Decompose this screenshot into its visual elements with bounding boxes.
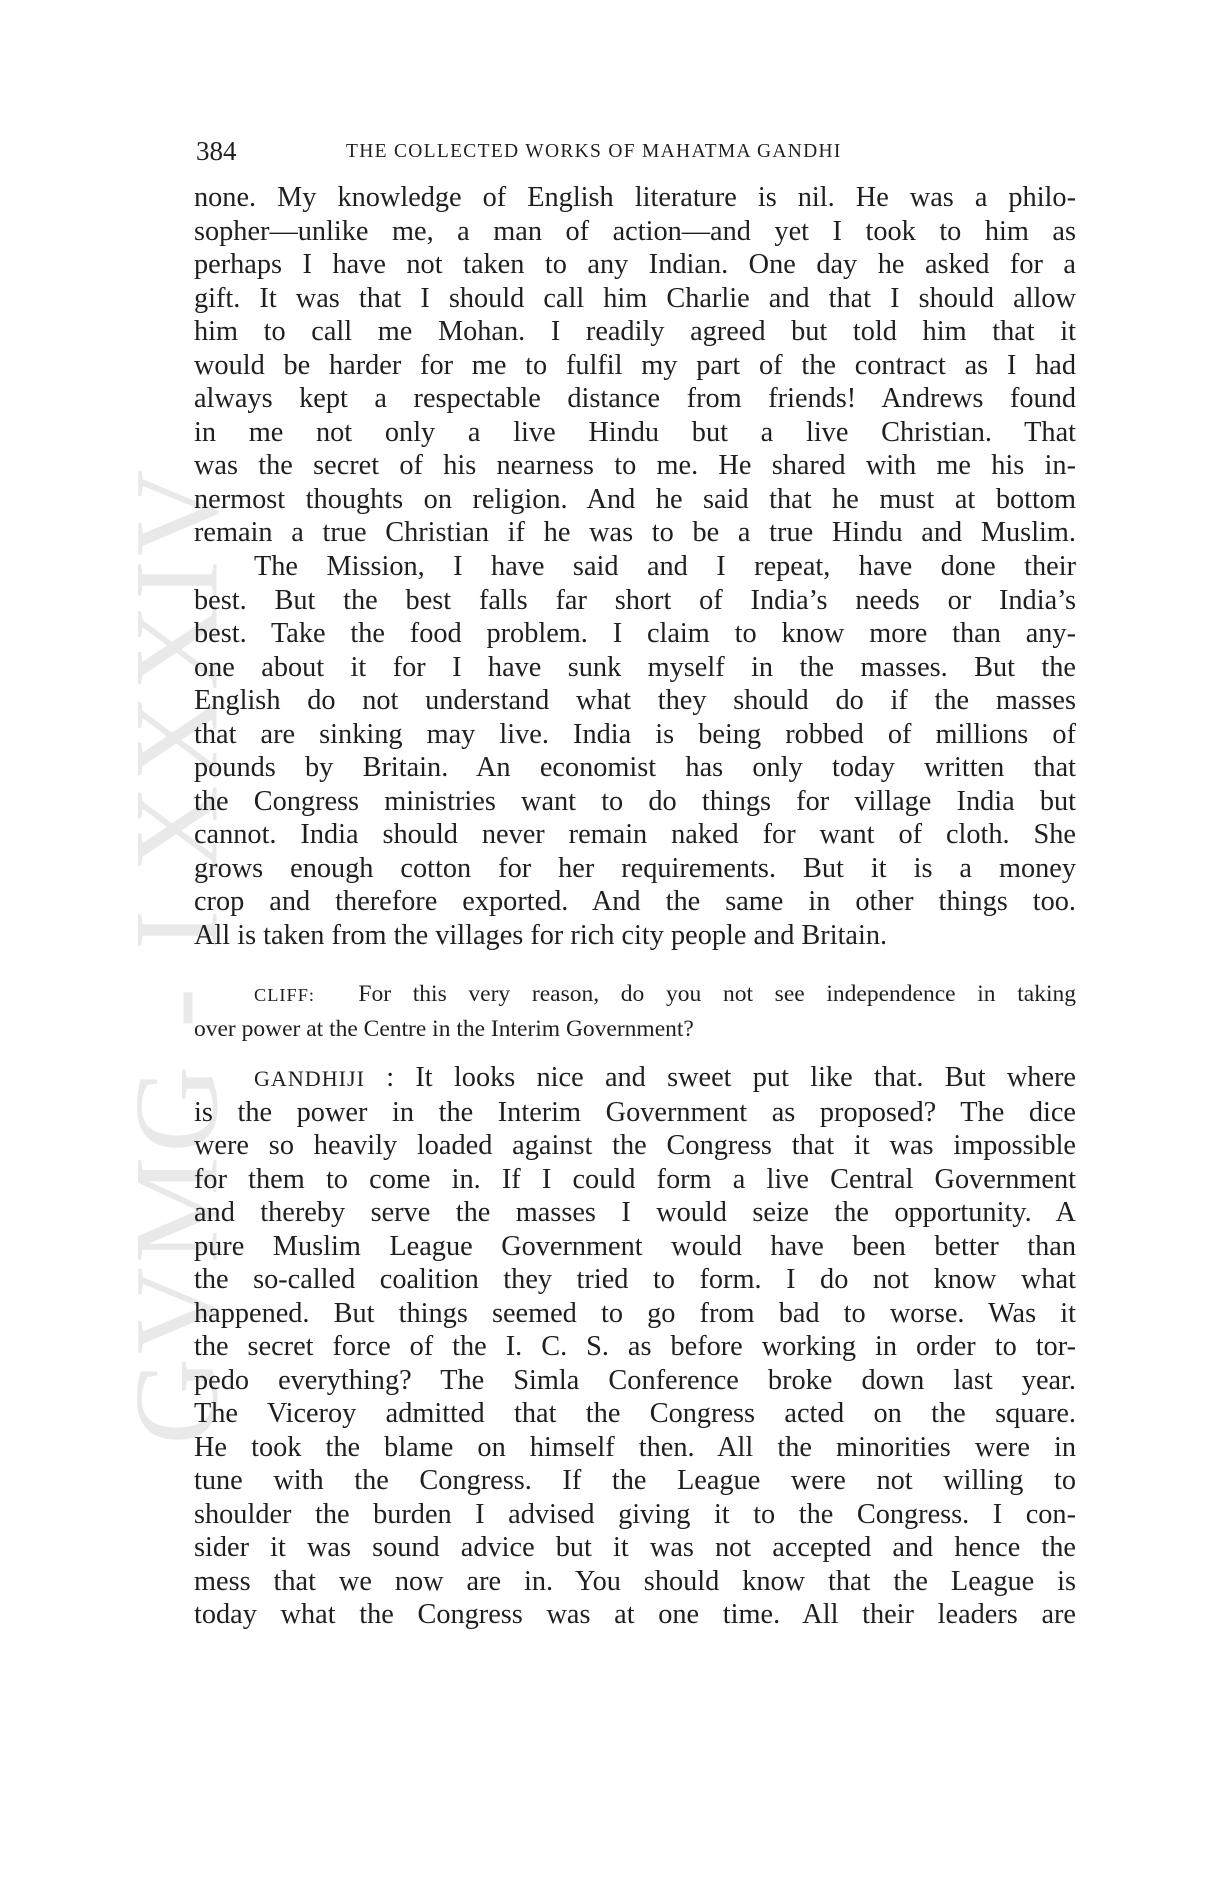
text-line: All is taken from the villages for rich city people and Britain. [194,919,888,951]
text-line: The Viceroy admitted that the Congress acted on the square. [194,1398,1076,1429]
text-line: nermost thoughts on religion. And he said that he must at bottom [194,483,1076,515]
text-line: one about it for I have sunk myself in the masses. But the [194,651,1076,683]
text-line: were so heavily loaded against the Congress that it was impossible [194,1130,1076,1161]
text-line: always kept a respectable distance from friends! Andrews found [194,383,1076,414]
text-line: pure Muslim League Government would have been better than [194,1230,1076,1262]
text-line: the so-called coalition they tried to form. I do not know what [194,1264,1076,1295]
page-number: 384 [196,136,237,166]
text-line: gift. It was that I should call him Charlie and that I should allow [194,282,1076,314]
paragraph-2 [194,550,1076,952]
text-line: grows enough cotton for her requirements. But it is a money [194,852,1076,884]
text-line: none. My knowledge of English literature is nil. He was a philo- [194,182,1076,213]
text-line: best. But the best falls far short of India’s needs or India’s [194,584,1076,616]
running-head: THE COLLECTED WORKS OF MAHATMA GANDHI [346,141,842,162]
page-header [196,134,1076,168]
text-line: would be harder for me to fulfil my part of the contract as I had [194,349,1076,381]
text-line: and thereby serve the masses I would seize the opportunity. A [194,1197,1076,1228]
speaker-cliff: CLIFF: [254,985,316,1005]
text-line: in me not only a live Hindu but a live Christian. That [194,416,1076,448]
text-line: sopher—unlike me, a man of action—and yet I took to him as [194,215,1076,247]
text-line: shoulder the burden I advised giving it to the Congress. I con- [194,1498,1076,1530]
question-block [194,978,1076,1046]
text-line: English do not understand what they should do if the masses [194,685,1076,716]
text-line: best. Take the food problem. I claim to know more than any- [194,618,1076,649]
text-line: crop and therefore exported. And the same in other things too. [194,886,1076,917]
paragraph-1 [194,181,1076,550]
text-line: mess that we now are in. You should know that the League is [194,1565,1076,1597]
text-line: the Congress ministries want to do things for village India but [194,785,1076,817]
speaker-gandhiji: GANDHIJI [254,1066,365,1091]
text-line: him to call me Mohan. I readily agreed but told him that it [194,316,1076,347]
text-line: sider it was sound advice but it was not accepted and hence the [194,1532,1076,1563]
question-text: For this very reason, do you not see independence in taking [358,981,1076,1007]
answer-block [194,1061,1076,1632]
text-line: was the secret of his nearness to me. He shared with me his in- [194,450,1076,481]
text-line: cannot. India should never remain naked for want of cloth. She [194,819,1076,850]
text-line: the secret force of the I. C. S. as before working in order to tor- [194,1331,1076,1362]
question-line-2: over power at the Centre in the Interim Government? [194,1015,694,1042]
answer-text: : It looks nice and sweet put like that. But where [386,1062,1076,1093]
text-line: perhaps I have not taken to any Indian. One day he asked for a [194,249,1076,280]
watermark-text: GVMG - I XXXIV [110,465,244,1445]
text-line: pounds by Britain. An economist has only today written that [194,752,1076,783]
text-line: is the power in the Interim Government as proposed? The dice [194,1096,1076,1128]
text-line: that are sinking may live. India is being robbed of millions of [194,718,1076,750]
text-line: today what the Congress was at one time. All their leaders are [194,1599,1076,1630]
text-line: He took the blame on himself then. All the minorities were in [194,1431,1076,1463]
text-line: happened. But things seemed to go from bad to worse. Was it [194,1297,1076,1329]
question-line-1 [194,978,1076,1013]
text-line: tune with the Congress. If the League were not willing to [194,1465,1076,1496]
text-line: for them to come in. If I could form a live Central Government [194,1163,1076,1195]
text-line: pedo everything? The Simla Conference broke down last year. [194,1364,1076,1396]
text-line: remain a true Christian if he was to be a true Hindu and Muslim. [194,517,1076,548]
text-line: The Mission, I have said and I repeat, have done their [254,551,1076,582]
answer-line-first [194,1061,1076,1096]
